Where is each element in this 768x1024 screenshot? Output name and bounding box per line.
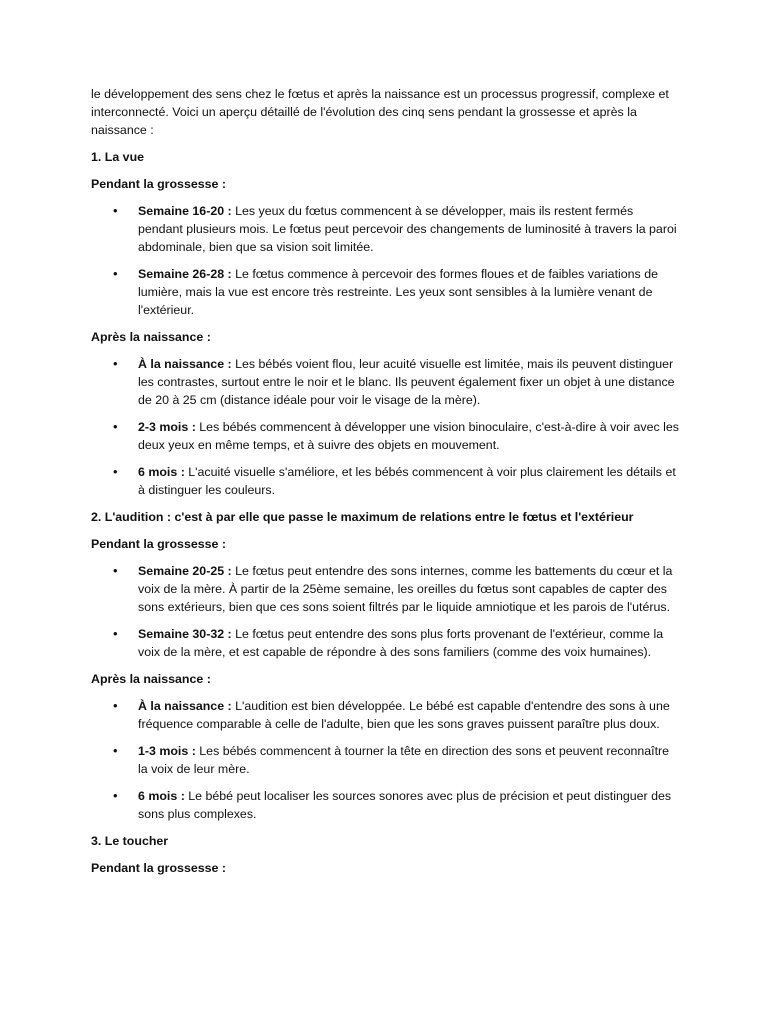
list-item bbox=[91, 418, 680, 454]
subheading-pregnancy: Pendant la grossesse : bbox=[91, 537, 226, 551]
section-heading-toucher: 3. Le toucher bbox=[91, 834, 169, 848]
bullet-icon: • bbox=[113, 563, 118, 578]
item-text: Le bébé peut localiser les sources sonores avec plus de précision et peut distinguer des sons plus complexes. bbox=[138, 789, 672, 821]
section-heading-vue: 1. La vue bbox=[91, 150, 145, 164]
subheading-pregnancy: Pendant la grossesse : bbox=[91, 177, 226, 191]
item-term: À la naissance : bbox=[138, 699, 232, 713]
section-heading-audition: 2. L'audition : c'est à par elle que passe le maximum de relations entre le fœtus et l'extérieur bbox=[91, 510, 634, 524]
bullet-icon: • bbox=[113, 698, 118, 713]
bullet-icon: • bbox=[113, 203, 118, 218]
item-text: Les yeux du fœtus commencent à se développer, mais ils restent fermés pendant plusieurs mois. Le fœtus peut percevoir des changements de luminosité à travers la paroi abdominale, bien que sa vision soit limitée. bbox=[138, 204, 677, 254]
bullet-icon: • bbox=[113, 464, 118, 479]
item-text: L'acuité visuelle s'améliore, et les bébés commencent à voir plus clairement les détails et à distinguer les couleurs. bbox=[138, 465, 676, 497]
item-text: Le fœtus peut entendre des sons internes, comme les battements du cœur et la voix de la mère. À partir de la 25ème semaine, les oreilles du fœtus sont capables de capter des sons extérieurs, bien que ces sons soient filtrés par le liquide amniotique et les parois de l'utérus. bbox=[138, 564, 673, 614]
item-term: Semaine 20-25 : bbox=[138, 564, 232, 578]
item-text: Les bébés commencent à développer une vision binoculaire, c'est-à-dire à voir avec les deux yeux en même temps, et à suivre des objets en mouvement. bbox=[138, 420, 679, 452]
bullet-list bbox=[91, 202, 680, 319]
item-term: 2-3 mois : bbox=[138, 420, 196, 434]
list-item bbox=[91, 355, 680, 409]
list-item bbox=[91, 787, 680, 823]
item-term: 6 mois : bbox=[138, 789, 185, 803]
item-term: Semaine 30-32 : bbox=[138, 627, 232, 641]
item-term: À la naissance : bbox=[138, 357, 232, 371]
item-term: Semaine 16-20 : bbox=[138, 204, 232, 218]
item-text: Le fœtus peut entendre des sons plus forts provenant de l'extérieur, comme la voix de la mère, et est capable de répondre à des sons familiers (comme des voix humaines). bbox=[138, 627, 664, 659]
bullet-icon: • bbox=[113, 356, 118, 371]
bullet-icon: • bbox=[113, 743, 118, 758]
list-item bbox=[91, 562, 680, 616]
bullet-list bbox=[91, 562, 680, 661]
item-text: Le fœtus commence à percevoir des formes floues et de faibles variations de lumière, mais la vue est encore très restreinte. Les yeux sont sensibles à la lumière venant de l'extérieur. bbox=[138, 267, 658, 317]
bullet-icon: • bbox=[113, 788, 118, 803]
list-item bbox=[91, 625, 680, 661]
list-item bbox=[91, 697, 680, 733]
item-term: 1-3 mois : bbox=[138, 744, 196, 758]
item-text: L'audition est bien développée. Le bébé est capable d'entendre des sons à une fréquence comparable à celle de l'adulte, bien que les sons graves puissent paraître plus doux. bbox=[138, 699, 670, 731]
bullet-icon: • bbox=[113, 626, 118, 641]
bullet-icon: • bbox=[113, 419, 118, 434]
item-text: Les bébés commencent à tourner la tête en direction des sons et peuvent reconnaître la voix de leur mère. bbox=[138, 744, 670, 776]
bullet-icon: • bbox=[113, 266, 118, 281]
item-term: Semaine 26-28 : bbox=[138, 267, 232, 281]
subheading-pregnancy: Pendant la grossesse : bbox=[91, 861, 226, 875]
intro-paragraph: le développement des sens chez le fœtus et après la naissance est un processus progressif, complexe et interconnecté. Voici un aperçu détaillé de l'évolution des cinq sens pendant la grossesse et après la naissance : bbox=[91, 87, 669, 137]
item-text: Les bébés voient flou, leur acuité visuelle est limitée, mais ils peuvent distinguer les contrastes, surtout entre le noir et le blanc. Ils peuvent également fixer un objet à une distance de 20 à 25 cm (distance idéale pour voir le visage de la mère). bbox=[138, 357, 675, 407]
subheading-after-birth: Après la naissance : bbox=[91, 672, 211, 686]
item-term: 6 mois : bbox=[138, 465, 185, 479]
list-item bbox=[91, 202, 680, 256]
list-item bbox=[91, 463, 680, 499]
list-item bbox=[91, 265, 680, 319]
bullet-list bbox=[91, 697, 680, 823]
bullet-list bbox=[91, 355, 680, 499]
subheading-after-birth: Après la naissance : bbox=[91, 330, 211, 344]
list-item bbox=[91, 742, 680, 778]
